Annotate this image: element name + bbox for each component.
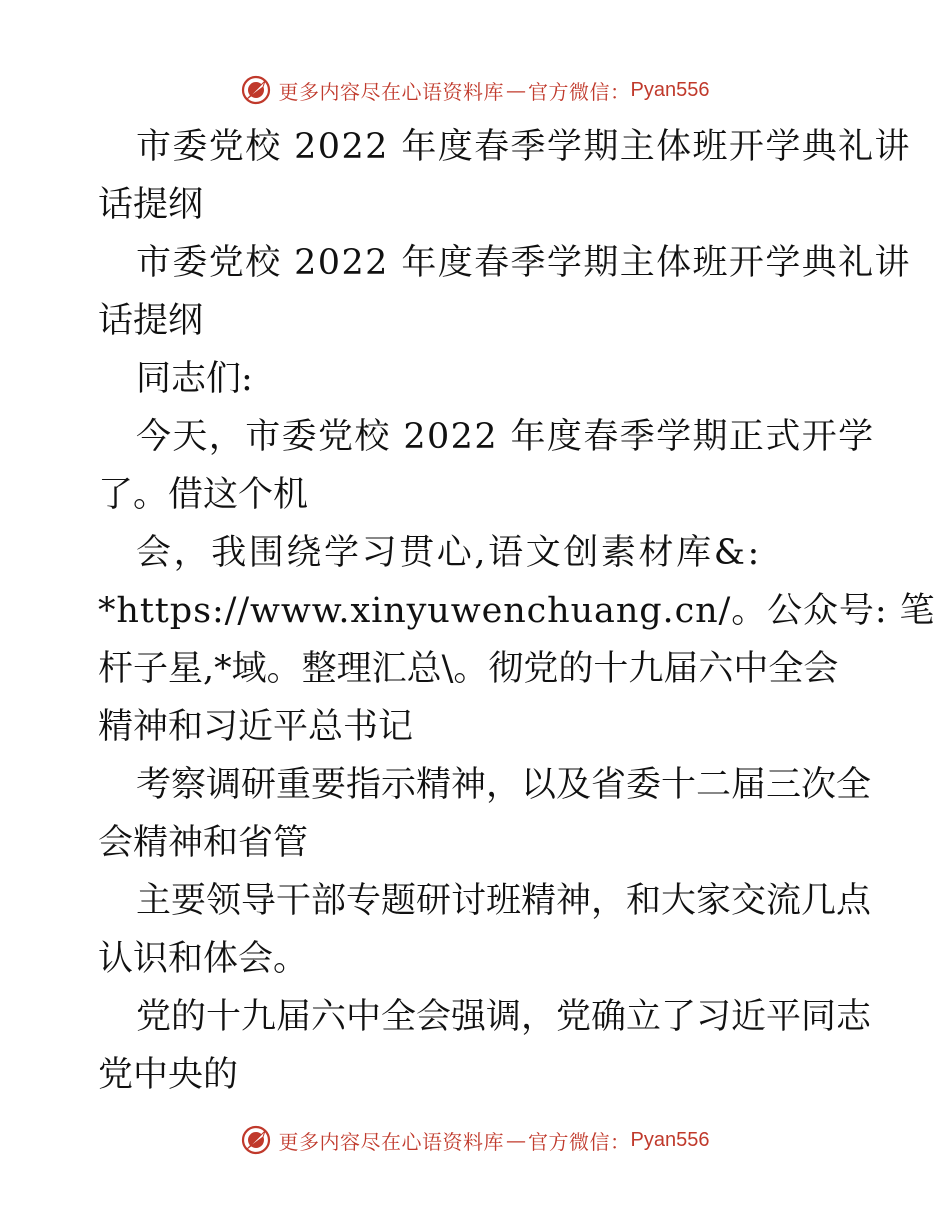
text-line: 认识和体会。 bbox=[98, 939, 309, 979]
banner-wechat-label: 官方微信： bbox=[528, 79, 631, 104]
text-line: 杆子星,*域。整理汇总\。彻党的十九届六中全会 bbox=[98, 649, 839, 689]
text-line: *https://www.xinyuwenchuang.cn/。公众号: 笔 bbox=[98, 591, 936, 631]
banner-title: 更多内容尽在心语资料库 bbox=[278, 1129, 505, 1154]
banner-dash: — bbox=[506, 78, 527, 102]
banner-wechat-id: Pyan556 bbox=[630, 1128, 710, 1151]
text-line: 主要领导干部专题研讨班精神，和大家交流几点 bbox=[136, 881, 872, 921]
document-body bbox=[98, 118, 936, 1104]
text-line: 了。借这个机 bbox=[98, 475, 309, 515]
text-line: 市委党校 2022 年度春季学期主体班开学典礼讲 bbox=[136, 243, 911, 283]
header-banner bbox=[0, 70, 950, 110]
text-line: 话提纲 bbox=[98, 301, 204, 341]
text-line: 市委党校 2022 年度春季学期主体班开学典礼讲 bbox=[136, 127, 911, 167]
text-line: 会，我围绕学习贯心,语文创素材库&: bbox=[136, 533, 762, 573]
text-line: 考察调研重要指示精神，以及省委十二届三次全 bbox=[136, 765, 872, 805]
banner-wechat-id: Pyan556 bbox=[630, 78, 710, 101]
text-line: 话提纲 bbox=[98, 185, 204, 225]
text-line: 党的十九届六中全会强调，党确立了习近平同志 bbox=[136, 997, 872, 1037]
quill-seal-icon bbox=[241, 75, 271, 105]
text-line: 今天，市委党校 2022 年度春季学期正式开学 bbox=[136, 417, 875, 457]
text-line: 同志们: bbox=[136, 359, 253, 399]
text-line: 党中央的 bbox=[98, 1055, 239, 1095]
footer-banner bbox=[0, 1120, 950, 1160]
banner-title: 更多内容尽在心语资料库 bbox=[278, 79, 505, 104]
quill-seal-icon bbox=[241, 1125, 271, 1155]
banner-dash: — bbox=[506, 1128, 527, 1152]
text-line: 精神和习近平总书记 bbox=[98, 707, 414, 747]
text-line: 会精神和省管 bbox=[98, 823, 309, 863]
banner-wechat-label: 官方微信： bbox=[528, 1129, 631, 1154]
